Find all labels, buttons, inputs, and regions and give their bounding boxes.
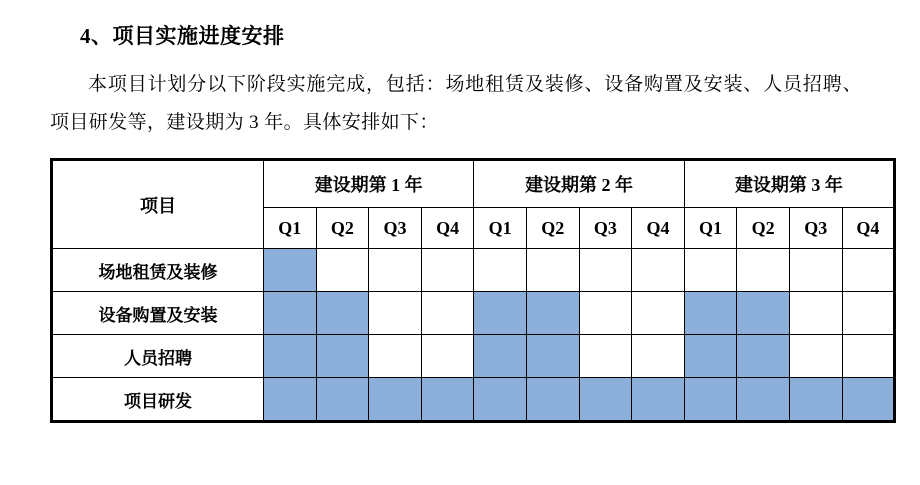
header-quarter: Q3 <box>579 208 632 249</box>
header-item: 项目 <box>52 160 264 249</box>
gantt-cell-empty <box>579 249 632 292</box>
table-row <box>52 335 895 378</box>
table-body <box>52 249 895 422</box>
table-row <box>52 378 895 422</box>
gantt-cell-filled <box>474 335 527 378</box>
row-label: 设备购置及安装 <box>52 292 264 335</box>
gantt-cell-filled <box>789 378 842 422</box>
gantt-cell-filled <box>737 378 790 422</box>
gantt-cell-empty <box>842 249 895 292</box>
gantt-cell-empty <box>789 335 842 378</box>
gantt-cell-empty <box>421 292 474 335</box>
table-head <box>52 160 895 249</box>
gantt-cell-filled <box>526 292 579 335</box>
header-quarter: Q1 <box>474 208 527 249</box>
gantt-cell-empty <box>421 249 474 292</box>
header-quarter: Q1 <box>264 208 317 249</box>
gantt-cell-filled <box>264 249 317 292</box>
gantt-cell-filled <box>526 378 579 422</box>
header-year-2: 建设期第 2 年 <box>474 160 684 208</box>
header-quarter: Q4 <box>421 208 474 249</box>
gantt-cell-empty <box>579 292 632 335</box>
header-quarter: Q3 <box>369 208 422 249</box>
schedule-table-wrapper <box>50 158 880 423</box>
header-quarter: Q2 <box>316 208 369 249</box>
gantt-cell-filled <box>579 378 632 422</box>
header-quarter: Q3 <box>789 208 842 249</box>
gantt-cell-filled <box>737 292 790 335</box>
gantt-cell-empty <box>369 335 422 378</box>
gantt-cell-filled <box>421 378 474 422</box>
row-label: 项目研发 <box>52 378 264 422</box>
gantt-cell-filled <box>632 378 685 422</box>
row-label: 人员招聘 <box>52 335 264 378</box>
header-quarter: Q4 <box>632 208 685 249</box>
gantt-cell-empty <box>526 249 579 292</box>
gantt-cell-filled <box>316 335 369 378</box>
gantt-cell-filled <box>737 335 790 378</box>
gantt-cell-filled <box>264 378 317 422</box>
schedule-table <box>50 158 896 423</box>
gantt-cell-empty <box>421 335 474 378</box>
header-quarter: Q2 <box>737 208 790 249</box>
gantt-cell-filled <box>842 378 895 422</box>
header-year-1: 建设期第 1 年 <box>264 160 474 208</box>
gantt-cell-empty <box>316 249 369 292</box>
gantt-cell-filled <box>316 292 369 335</box>
header-quarter: Q2 <box>526 208 579 249</box>
gantt-cell-empty <box>579 335 632 378</box>
gantt-cell-filled <box>264 335 317 378</box>
table-row <box>52 249 895 292</box>
gantt-cell-filled <box>526 335 579 378</box>
gantt-cell-empty <box>369 249 422 292</box>
gantt-cell-empty <box>789 249 842 292</box>
gantt-cell-empty <box>632 292 685 335</box>
gantt-cell-filled <box>684 292 737 335</box>
gantt-cell-empty <box>842 335 895 378</box>
gantt-cell-filled <box>684 335 737 378</box>
gantt-cell-empty <box>369 292 422 335</box>
gantt-cell-filled <box>684 378 737 422</box>
gantt-cell-empty <box>474 249 527 292</box>
gantt-cell-filled <box>316 378 369 422</box>
row-label: 场地租赁及装修 <box>52 249 264 292</box>
gantt-cell-empty <box>842 292 895 335</box>
header-quarter: Q1 <box>684 208 737 249</box>
gantt-cell-empty <box>684 249 737 292</box>
gantt-cell-filled <box>264 292 317 335</box>
header-year-3: 建设期第 3 年 <box>684 160 894 208</box>
gantt-cell-filled <box>474 292 527 335</box>
table-row <box>52 292 895 335</box>
gantt-cell-empty <box>737 249 790 292</box>
gantt-cell-filled <box>474 378 527 422</box>
table-head-row-years <box>52 160 895 208</box>
gantt-cell-empty <box>632 335 685 378</box>
document-page <box>0 20 920 485</box>
intro-paragraph: 本项目计划分以下阶段实施完成，包括：场地租赁及装修、设备购置及安装、人员招聘、项目研发等，建设期为 3 年。具体安排如下： <box>50 74 862 133</box>
gantt-cell-empty <box>632 249 685 292</box>
gantt-cell-filled <box>369 378 422 422</box>
page-heading: 4、项目实施进度安排 <box>80 24 285 48</box>
header-quarter: Q4 <box>842 208 895 249</box>
gantt-cell-empty <box>789 292 842 335</box>
